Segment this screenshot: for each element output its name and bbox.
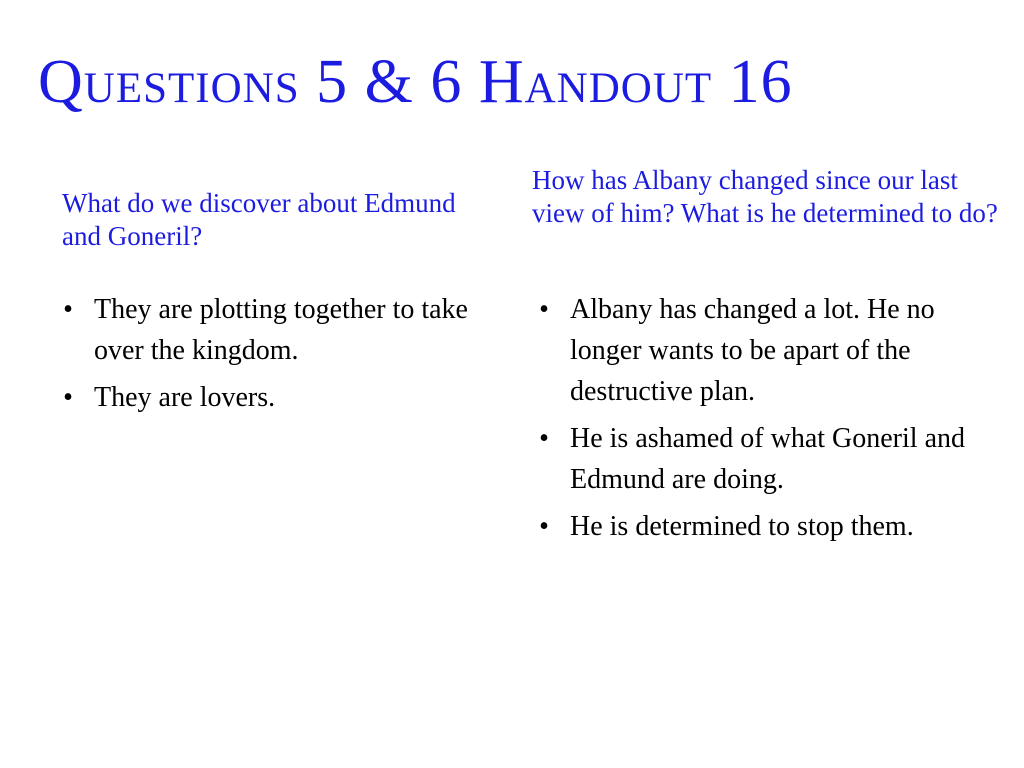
left-column-heading: What do we discover about Edmund and Goneril? [62,188,456,251]
list-item [532,418,972,500]
left-bullet-list [56,289,496,424]
bullet-text: They are lovers. [94,382,276,413]
bullet-text: He is determined to stop them. [570,511,914,542]
bullet-text: He is ashamed of what Goneril and Edmund are doing. [570,423,965,495]
right-column-heading: How has Albany changed since our last view of him? What is he determined to do? [532,165,998,228]
bullet-icon: • [539,294,549,325]
bullet-icon: • [539,511,549,542]
list-item [532,289,972,412]
bullet-icon: • [539,423,549,454]
bullet-icon: • [63,294,73,325]
right-bullet-list [532,289,972,553]
list-item [56,289,496,371]
bullet-text: Albany has changed a lot. He no longer wants to be apart of the destructive plan. [570,294,935,407]
bullet-icon: • [63,382,73,413]
slide-title: Questions 5 & 6 Handout 16 [38,48,793,116]
list-item [56,377,496,418]
list-item [532,506,972,547]
bullet-text: They are plotting together to take over the kingdom. [94,294,468,366]
